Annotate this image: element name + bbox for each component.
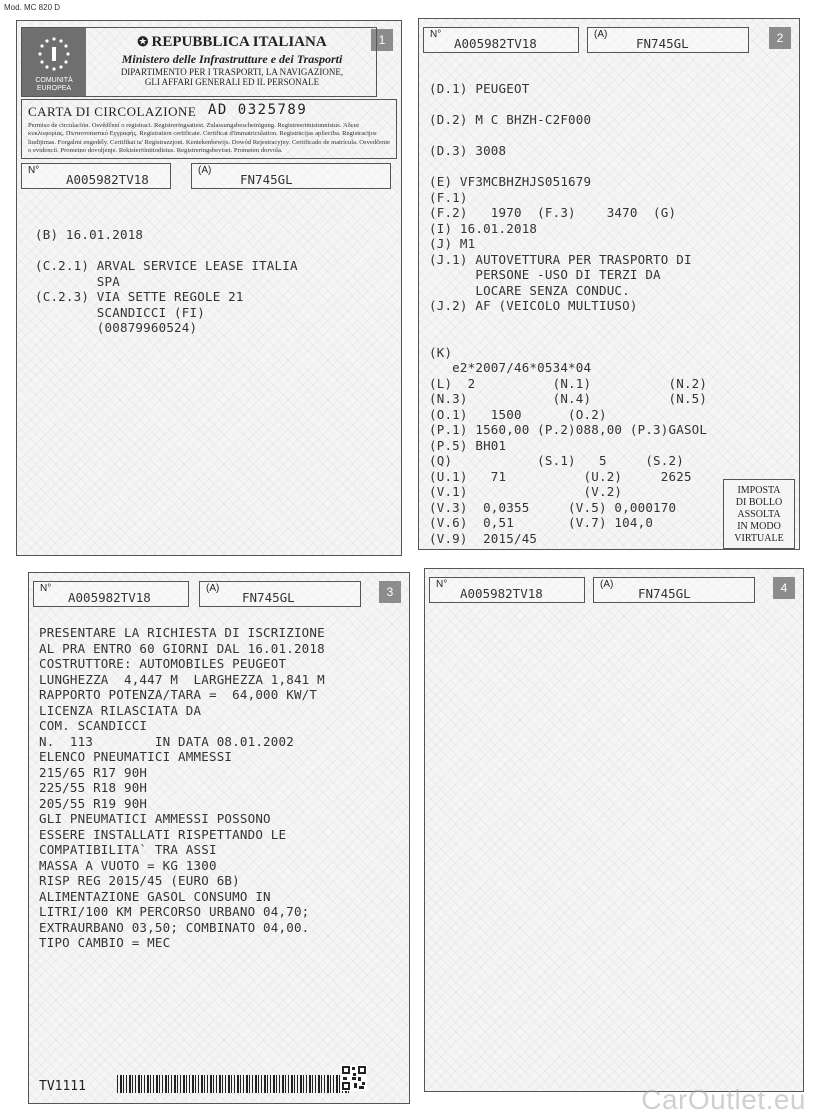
panel-number: 3 (379, 581, 401, 603)
plate-box (199, 581, 361, 607)
department-line-1: DIPARTIMENTO PER I TRASPORTI, LA NAVIGAZIONE, (120, 67, 344, 77)
plate-box (593, 577, 755, 603)
id-label: N° (28, 165, 40, 176)
registration-id-box (423, 27, 579, 53)
panel-3-body: PRESENTARE LA RICHIESTA DI ISCRIZIONE AL PRA ENTRO 60 GIORNI DAL 16.01.2018 COSTRUTTORE: AUTOMOBILES PEUGEOT LUNGHEZZA 4,447 M LARGHEZZA 1,841 M RAPPORTO POTENZA/TARA = 64,000 KW/T LICENZA RILASCIATA DA COM. SCANDICCI N. 113 IN DATA 08.01.2002 ELENCO PNEUMATICI AMMESSI 215/65 R17 90H 225/55 R18 90H 205/55 R19 90H GLI PNEUMATICI AMMESSI POSSONO ESSERE INSTALLATI RISPETTANDO LE COMPATIBILITA` TRA ASSI MASSA A VUOTO = KG 1300 RISP REG 2015/45 (EURO 6B) ALIMENTAZIONE GASOL CONSUMO IN LITRI/100 KM PERCORSO URBANO 04,70; EXTRAURBANO 03,50; COMBINATO 04,00. TIPO CAMBIO = MEC (39, 625, 325, 950)
panel-1 (16, 20, 402, 556)
multilingual-titles: Permiso de circulación. Osvědčení o registraci. Registreringsattest. Zulassungsbescheinigung. Registreerimistunnistus. Άδεια κυκλοφορίας. Пътнотопитικό Εγγραφής. Registration certificate. Certificat d'immatriculation. Registrācijas apliecība. Registracijos liudijimas. Forgalmi engedély. Certifikat ta' Registrazzjoni. Kentekenbewijs. Dowód Rejestracyjny. Certificado de matrícula. Osvedčenie o evidencii. Prometno dovoljenje. Rekisteröintitodistus. Registreringsbeviset. Prometen dorvola. (28, 122, 391, 155)
id-value: A005982TV18 (454, 36, 537, 51)
id-value: A005982TV18 (68, 590, 151, 605)
id-value: A005982TV18 (460, 586, 543, 601)
id-label: N° (436, 579, 448, 590)
stamp-duty-text: IMPOSTA DI BOLLO ASSOLTA IN MODO VIRTUALE (734, 485, 784, 544)
registration-id-box (429, 577, 585, 603)
plate-label: (A) (594, 29, 608, 40)
plate-value: FN745GL (638, 586, 691, 601)
panel-number: 4 (773, 577, 795, 599)
qr-code-icon (341, 1065, 367, 1091)
plate-value: FN745GL (242, 590, 295, 605)
panel-4 (424, 568, 804, 1092)
department-line-2: GLI AFFARI GENERALI ED IL PERSONALE (144, 77, 320, 87)
watermark: CarOutlet.eu (641, 1084, 806, 1115)
barcode (117, 1075, 349, 1093)
panel-number: 1 (371, 29, 393, 51)
panel-1-body: (B) 16.01.2018 (C.2.1) ARVAL SERVICE LEASE ITALIA SPA (C.2.3) VIA SETTE REGOLE 21 SCANDICCI (FI) (00879960524) (35, 227, 298, 335)
panel-2-body: (D.1) PEUGEOT (D.2) M C BHZH-C2F000 (D.3) 3008 (E) VF3MCBHZHJS051679 (F.1) (F.2) 1970 (F.3) 3470 (G) (I) 16.01.2018 (J) M1 (J.1) AUTOVETTURA PER TRASPORTO DI PERSONE -USO DI TERZI DA LOCARE SENZA CONDUC. (J.2) AF (VEICOLO MULTIUSO) (K) e2*2007/46*0534*04 (L) 2 (N.1) (N.2) (N.3) (N.4) (N.5) (O.1) 1500 (O.2) (P.1) 1560,00 (P.2)088,00 (P.3)GASOL (P.5) BH01 (Q) (S.1) 5 (S.2) (U.1) 71 (U.2) 2625 (V.1) (V.2) (V.3) 0,0355 (V.5) 0,000170 (V.6) 0,51 (V.7) 104,0 (V.9) 2015/45 (429, 81, 708, 546)
document-number: AD 0325789 (208, 102, 308, 118)
registration-id-box (33, 581, 189, 607)
id-value: A005982TV18 (66, 172, 149, 187)
plate-label: (A) (206, 583, 220, 594)
document-header (21, 27, 377, 97)
id-label: N° (430, 29, 442, 40)
registration-id-box (21, 163, 171, 189)
stamp-duty-box (723, 479, 795, 549)
republic-title: ✪ REPUBBLICA ITALIANA (137, 34, 327, 50)
eu-flag (22, 28, 86, 96)
document-title-box (21, 99, 397, 159)
plate-value: FN745GL (240, 172, 293, 187)
id-label: N° (40, 583, 52, 594)
plate-label: (A) (600, 579, 614, 590)
footer-code: TV1111 (39, 1079, 86, 1094)
eu-stars-icon (32, 34, 76, 74)
eu-label: COMUNITÀ EUROPEA (35, 77, 73, 92)
plate-label: (A) (198, 165, 212, 176)
panel-3 (28, 572, 410, 1104)
document-title: CARTA DI CIRCOLAZIONE (28, 104, 197, 119)
ministry-name: Ministero delle Infrastrutture e dei Trasporti (121, 52, 343, 66)
plate-box (191, 163, 391, 189)
plate-value: FN745GL (636, 36, 689, 51)
panel-2 (418, 18, 800, 550)
republic-block (88, 28, 376, 87)
form-code: Mod. MC 820 D (4, 3, 61, 12)
panel-number: 2 (769, 27, 791, 49)
emblem-icon: ✪ (137, 34, 152, 49)
plate-box (587, 27, 749, 53)
